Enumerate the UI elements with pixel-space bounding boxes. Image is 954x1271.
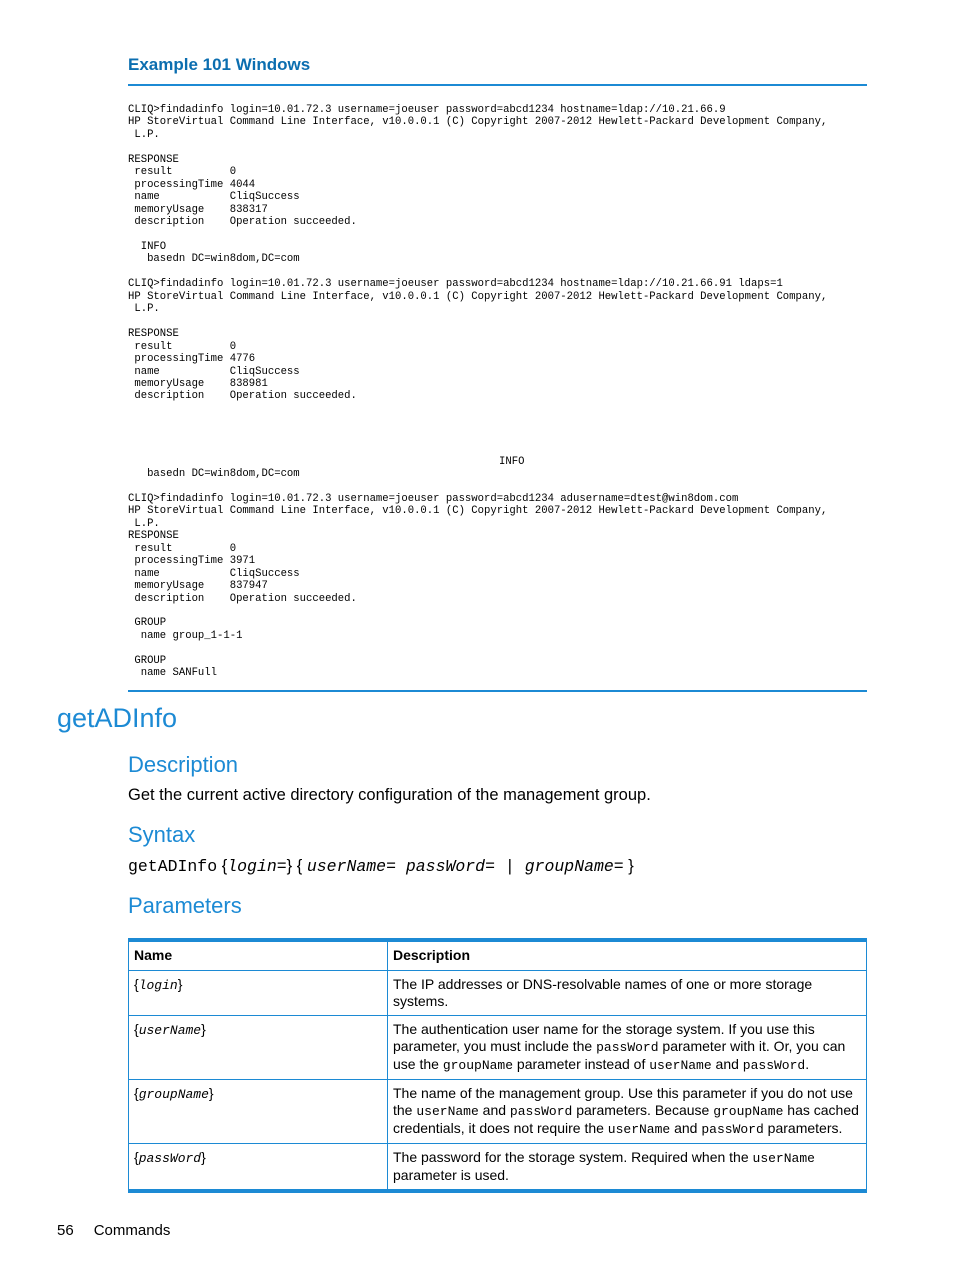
param-description-text: The IP addresses or DNS-resolvable names of one or more storage systems. bbox=[393, 976, 813, 1009]
page-number: 56 bbox=[57, 1222, 74, 1239]
param-name: userName bbox=[138, 1023, 202, 1038]
param-description-text: parameter is used. bbox=[393, 1167, 509, 1183]
param-name-cell: {userName} bbox=[129, 1016, 388, 1080]
syntax-login: login= bbox=[227, 857, 287, 876]
param-name-cell: {passWord} bbox=[129, 1144, 388, 1192]
column-header-description: Description bbox=[388, 940, 867, 971]
param-name: passWord bbox=[138, 1151, 202, 1166]
column-header-name: Name bbox=[129, 940, 388, 971]
footer-section: Commands bbox=[93, 1222, 171, 1239]
param-description-text: and bbox=[711, 1056, 743, 1072]
description-text: Get the current active directory configuration of the management group. bbox=[128, 786, 651, 804]
syntax-brace-close: } bbox=[623, 857, 634, 875]
parameters-table bbox=[128, 938, 867, 1193]
syntax-command: getADInfo bbox=[128, 857, 218, 876]
example-title: Example 101 Windows bbox=[128, 55, 311, 74]
param-description-cell bbox=[388, 1144, 867, 1192]
param-description-text: The authentication user name for the storage system. If you use this parameter, you must include the bbox=[393, 1021, 815, 1054]
param-reference: groupName bbox=[713, 1104, 784, 1119]
table-header-row bbox=[129, 940, 867, 971]
param-description-text: has cached credentials, it does not require the bbox=[393, 1102, 859, 1136]
param-reference: groupName bbox=[442, 1058, 514, 1073]
param-reference: passWord bbox=[742, 1058, 806, 1073]
param-description-text: The name of the management group. Use this parameter if you do not use the bbox=[393, 1085, 853, 1118]
code-info-label: INFO bbox=[499, 456, 525, 468]
param-name-cell: {groupName} bbox=[129, 1080, 388, 1144]
syntax-params: userName= passWord= | groupName= bbox=[306, 857, 624, 876]
syntax-brace-mid: } { bbox=[286, 857, 307, 875]
code-block-1: CLIQ>findadinfo login=10.01.72.3 username=joeuser password=abcd1234 hostname=ldap://10.21.66.9 HP StoreVirtual Command Line Interface, v10.0.0.1 (C) Copyright 2007-2012 Hewlett-Packard Development Company, L.P. RESPONSE result 0 processingTime 4044 name CliqSuccess memoryUsage 838317 description Operation succeeded. INFO basedn DC=win8dom,DC=com CLIQ>findadinfo login=10.01.72.3 username=joeuser password=abcd1234 hostname=ldap://10.21.66.91 ldaps=1 HP StoreVirtual Command Line Interface, v10.0.0.1 (C) Copyright 2007-2012 Hewlett-Packard Development Company, L.P. RESPONSE result 0 processingTime 4776 name CliqSuccess memoryUsage 838981 description Operation succeeded. bbox=[128, 104, 828, 403]
param-reference: userName bbox=[752, 1151, 815, 1166]
table-row bbox=[129, 1144, 867, 1192]
param-name: login bbox=[138, 978, 178, 993]
example-top-rule bbox=[128, 84, 867, 86]
param-description-cell bbox=[388, 1080, 867, 1144]
param-reference: userName bbox=[416, 1104, 479, 1119]
param-reference: passWord bbox=[509, 1104, 573, 1119]
code-block-2: basedn DC=win8dom,DC=com CLIQ>findadinfo login=10.01.72.3 username=joeuser password=abcd1234 adusername=dtest@win8dom.com HP StoreVirtual Command Line Interface, v10.0.0.1 (C) Copyright 2007-2012 Hewlett-Packard Development Company, L.P. RESPONSE result 0 processingTime 3971 name CliqSuccess memoryUsage 837947 description Operation succeeded. GROUP name group_1-1-1 GROUP name SANFull bbox=[128, 468, 828, 680]
param-description-text: parameter instead of bbox=[513, 1056, 650, 1072]
param-description-cell bbox=[388, 1016, 867, 1080]
page-footer bbox=[57, 1222, 190, 1239]
param-description-text: and bbox=[478, 1102, 510, 1118]
parameters-table-body bbox=[129, 971, 867, 1192]
param-description-text: parameters. bbox=[763, 1120, 843, 1136]
param-description-text: The password for the storage system. Required when the bbox=[393, 1149, 753, 1165]
table-row bbox=[129, 1080, 867, 1144]
param-reference: passWord bbox=[596, 1040, 659, 1055]
param-description-cell bbox=[388, 971, 867, 1016]
example-bottom-rule bbox=[128, 690, 867, 692]
command-title: getADInfo bbox=[57, 703, 178, 733]
table-row bbox=[129, 971, 867, 1016]
param-description-text: parameter with it. Or, you can use the bbox=[393, 1038, 846, 1072]
param-name-cell: {login} bbox=[129, 971, 388, 1016]
param-name: groupName bbox=[138, 1087, 209, 1102]
description-heading: Description bbox=[128, 752, 239, 777]
syntax-line bbox=[128, 857, 634, 876]
param-description-text: . bbox=[805, 1056, 810, 1072]
parameters-heading: Parameters bbox=[128, 893, 242, 918]
syntax-heading: Syntax bbox=[128, 822, 196, 847]
param-reference: userName bbox=[607, 1122, 671, 1137]
syntax-brace-open: { bbox=[217, 857, 228, 875]
table-row bbox=[129, 1016, 867, 1080]
param-reference: passWord bbox=[701, 1122, 764, 1137]
param-description-text: parameters. Because bbox=[572, 1102, 714, 1118]
param-description-text: and bbox=[670, 1120, 702, 1136]
param-reference: userName bbox=[649, 1058, 712, 1073]
